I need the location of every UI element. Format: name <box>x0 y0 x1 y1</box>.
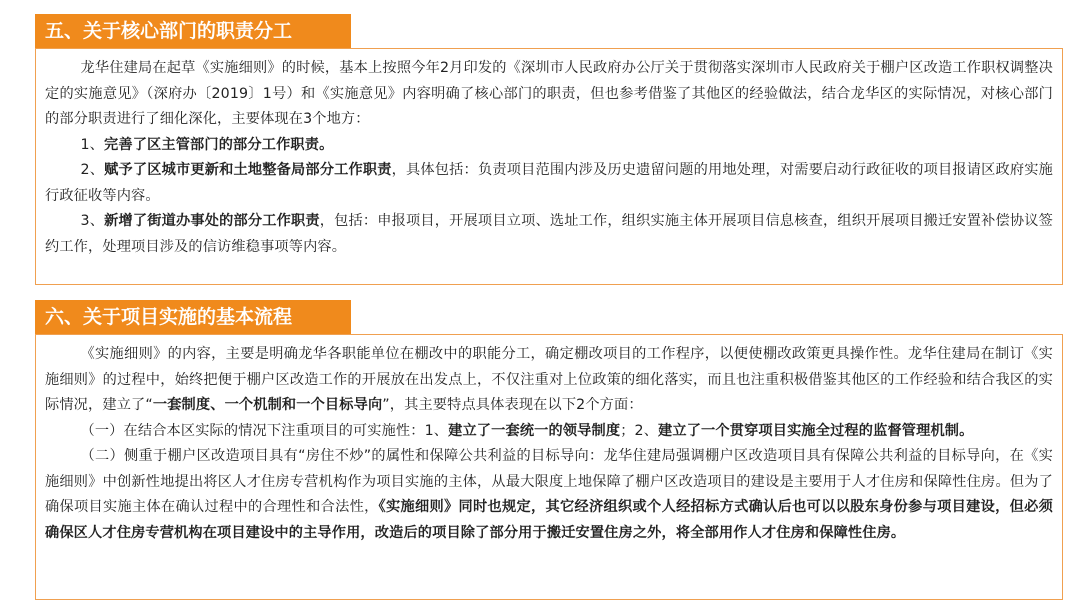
section-content <box>35 48 1063 285</box>
intro-paragraph: 《实施细则》的内容，主要是明确龙华各职能单位在棚改中的职能分工，确定棚改项目的工作程序，以便使棚改政策更具操作性。龙华住建局在制订《实施细则》的过程中，始终把便于棚户区改造工作的开展放在出发点上，不仅注重对上位政策的细化落实，而且也注重积极借鉴其他区的工作经验和结合我区的实际情况，建立了“一套制度、一个机制和一个目标导向”，其主要特点具体表现在以下2个方面： <box>45 346 1053 413</box>
list-item: 2、赋予了区城市更新和土地整备局部分工作职责，具体包括：负责项目范围内涉及历史遗留问题的用地处理，对需要启动行政征收的项目报请区政府实施行政征收等内容。 <box>45 162 1054 204</box>
point-paragraph: （一）在结合本区实际的情况下注重项目的可实施性：1、建立了一套统一的领导制度；2、建立了一个贯穿项目实施全过程的监督管理机制。 <box>80 422 974 439</box>
intro-paragraph: 龙华住建局在起草《实施细则》的时候，基本上按照今年2月印发的《深圳市人民政府办公厅关于贯彻落实深圳市人民政府关于棚户区改造工作职权调整决定的实施意见》（深府办〔2019〕1号）和《实施意见》内容明确了核心部门的职责，但也参考借鉴了其他区的经验做法，结合龙华区的实际情况，对核心部门的部分职责进行了细化深化，主要体现在3个地方： <box>45 60 1053 127</box>
section-core-department-duties <box>35 14 1063 285</box>
section-project-basic-process <box>35 300 1063 600</box>
section-content <box>35 334 1063 600</box>
list-item: 3、新增了街道办事处的部分工作职责，包括：申报项目，开展项目立项、选址工作，组织实施主体开展项目信息核查，组织开展项目搬迁安置补偿协议签约工作，处理项目涉及的信访维稳事项等内容。 <box>45 213 1054 255</box>
section-title: 五、关于核心部门的职责分工 <box>35 14 351 48</box>
section-title: 六、关于项目实施的基本流程 <box>35 300 351 334</box>
point-paragraph: （二）侧重于棚户区改造项目具有“房住不炒”的属性和保障公共利益的目标导向：龙华住建局强调棚户区改造项目具有保障公共利益的目标导向，在《实施细则》中创新性地提出将区人才住房专营机构作为项目实施的主体，从最大限度上地保障了棚户区改造项目的建设是主要用于人才住房和保障性住房。但为了确保项目实施主体在确认过程中的合理性和合法性，《实施细则》同时也规定，其它经济组织或个人经招标方式确认后也可以以股东身份参与项目建设，但必须确保区人才住房专营机构在项目建设中的主导作用，改造后的项目除了部分用于搬迁安置住房之外，将全部用作人才住房和保障性住房。 <box>45 448 1053 541</box>
list-item: 1、完善了区主管部门的部分工作职责。 <box>80 136 334 153</box>
